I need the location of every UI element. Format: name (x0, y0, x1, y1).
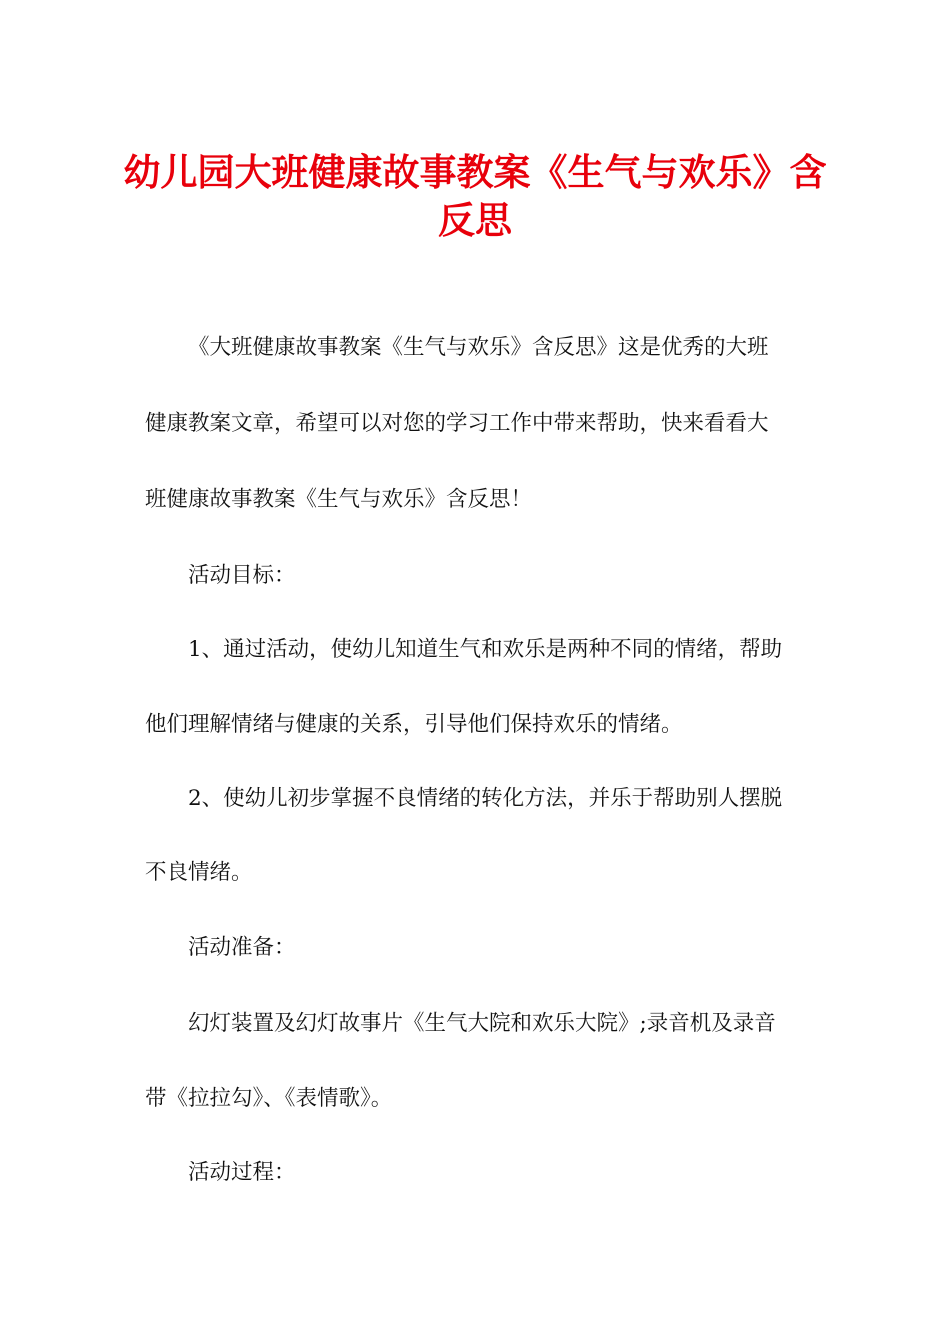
section-heading-preparation: 活动准备： (188, 935, 296, 960)
goal-1-line-2: 他们理解情绪与健康的关系，引导他们保持欢乐的情绪。 (145, 712, 683, 737)
intro-line-3: 班健康故事教案《生气与欢乐》含反思！ (145, 487, 533, 512)
goal-2-line-2: 不良情绪。 (145, 860, 253, 885)
goal-2-line-1: 2、使幼儿初步掌握不良情绪的转化方法，并乐于帮助别人摆脱 (188, 786, 783, 811)
section-heading-goals: 活动目标： (188, 563, 296, 588)
goal-1-line-1: 1、通过活动，使幼儿知道生气和欢乐是两种不同的情绪，帮助 (188, 637, 783, 662)
document-title-line-2: 反思 (438, 199, 512, 242)
intro-line-2: 健康教案文章，希望可以对您的学习工作中带来帮助，快来看看大 (145, 411, 769, 436)
preparation-line-1: 幻灯装置及幻灯故事片《生气大院和欢乐大院》;录音机及录音 (188, 1011, 776, 1036)
intro-line-1: 《大班健康故事教案《生气与欢乐》含反思》这是优秀的大班 (188, 335, 769, 360)
preparation-line-2: 带《拉拉勾》、《表情歌》。 (145, 1086, 393, 1111)
section-heading-process: 活动过程： (188, 1160, 296, 1185)
document-title-line-1: 幼儿园大班健康故事教案《生气与欢乐》含 (123, 151, 827, 194)
